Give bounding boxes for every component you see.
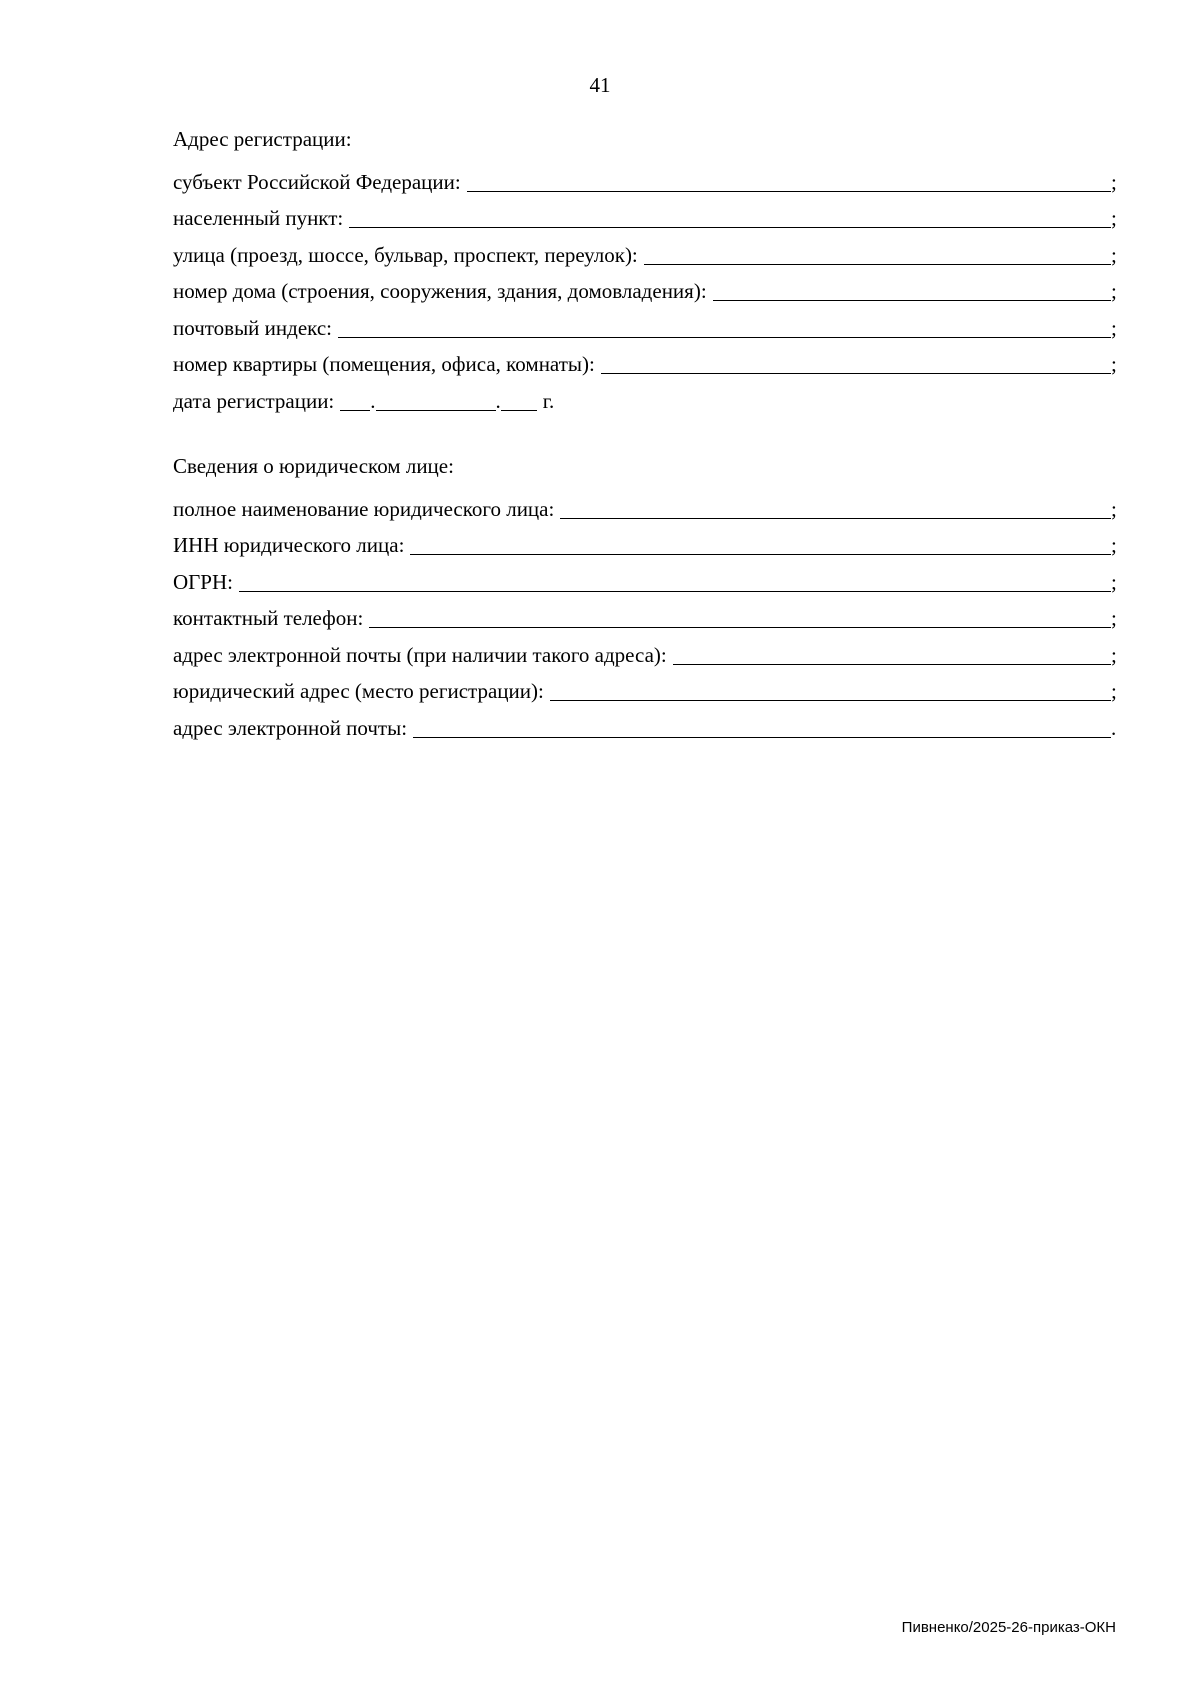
- field-label: контактный телефон:: [173, 606, 364, 630]
- fill-in-line[interactable]: [349, 226, 1111, 228]
- field-label: улица (проезд, шоссе, бульвар, проспект, переулок):: [173, 242, 638, 267]
- field-label: субъект Российской Федерации:: [173, 169, 461, 194]
- fill-in-line[interactable]: [413, 736, 1111, 738]
- field-label: ОГРН:: [173, 569, 233, 594]
- fill-in-line[interactable]: [338, 336, 1111, 338]
- fill-in-line[interactable]: [239, 590, 1111, 592]
- date-day-blank[interactable]: [340, 409, 370, 411]
- field-terminator: ;: [1111, 315, 1117, 340]
- legal-entity-section: [173, 453, 1123, 745]
- registration-address-heading: Адрес регистрации:: [173, 127, 352, 151]
- field-legal-address: [173, 672, 1123, 709]
- field-terminator: .: [1111, 715, 1117, 740]
- registration-address-section: [173, 126, 1123, 418]
- field-house-number: [173, 272, 1123, 309]
- field-email-optional: [173, 635, 1123, 672]
- document-footer-reference: Пивненко/2025-26-приказ-ОКН: [901, 1619, 1116, 1636]
- fill-in-line[interactable]: [410, 553, 1111, 555]
- field-label: населенный пункт:: [173, 206, 344, 230]
- field-terminator: ;: [1111, 279, 1117, 303]
- field-terminator: ;: [1111, 352, 1117, 376]
- fill-in-line[interactable]: [467, 190, 1111, 192]
- fill-in-line[interactable]: [550, 699, 1111, 701]
- field-contact-phone: [173, 599, 1123, 636]
- field-legal-entity-full-name: [173, 489, 1123, 526]
- field-terminator: ;: [1111, 606, 1117, 630]
- field-terminator: ;: [1111, 679, 1117, 703]
- date-month-blank[interactable]: [376, 409, 496, 411]
- fill-in-line[interactable]: [644, 263, 1111, 265]
- field-terminator: ;: [1111, 642, 1117, 667]
- field-label: номер квартиры (помещения, офиса, комнаты):: [173, 352, 595, 376]
- field-inn: [173, 526, 1123, 563]
- field-ogrn: [173, 562, 1123, 599]
- fill-in-line[interactable]: [369, 626, 1111, 628]
- field-label: адрес электронной почты:: [173, 715, 408, 740]
- field-label: полное наименование юридического лица:: [173, 496, 555, 521]
- field-terminator: ;: [1111, 496, 1117, 521]
- year-suffix: г.: [542, 388, 555, 413]
- field-label: дата регистрации:: [173, 388, 335, 413]
- field-email: [173, 708, 1123, 745]
- field-label: почтовый индекс:: [173, 315, 332, 340]
- fill-in-line[interactable]: [601, 372, 1111, 374]
- fill-in-line[interactable]: [673, 663, 1111, 665]
- field-label: ИНН юридического лица:: [173, 533, 405, 557]
- field-terminator: ;: [1111, 533, 1117, 557]
- field-apartment-number: [173, 345, 1123, 382]
- field-locality: [173, 199, 1123, 236]
- legal-entity-heading: Сведения о юридическом лице:: [173, 454, 454, 478]
- date-separator: .: [495, 388, 501, 413]
- page-number: 41: [589, 73, 611, 97]
- field-label: номер дома (строения, сооружения, здания, домовладения):: [173, 279, 707, 303]
- date-year-blank[interactable]: [501, 409, 537, 411]
- field-street: [173, 235, 1123, 272]
- field-terminator: ;: [1111, 569, 1117, 594]
- fill-in-line[interactable]: [713, 299, 1111, 301]
- field-terminator: ;: [1111, 169, 1117, 194]
- field-registration-date: [173, 381, 1123, 418]
- field-label: адрес электронной почты (при наличии такого адреса):: [173, 642, 667, 667]
- fill-in-line[interactable]: [560, 517, 1111, 519]
- field-terminator: ;: [1111, 206, 1117, 230]
- date-separator: .: [370, 388, 376, 413]
- field-federal-subject: [173, 162, 1123, 199]
- field-label: юридический адрес (место регистрации):: [173, 679, 544, 703]
- field-terminator: ;: [1111, 242, 1117, 267]
- field-postal-code: [173, 308, 1123, 345]
